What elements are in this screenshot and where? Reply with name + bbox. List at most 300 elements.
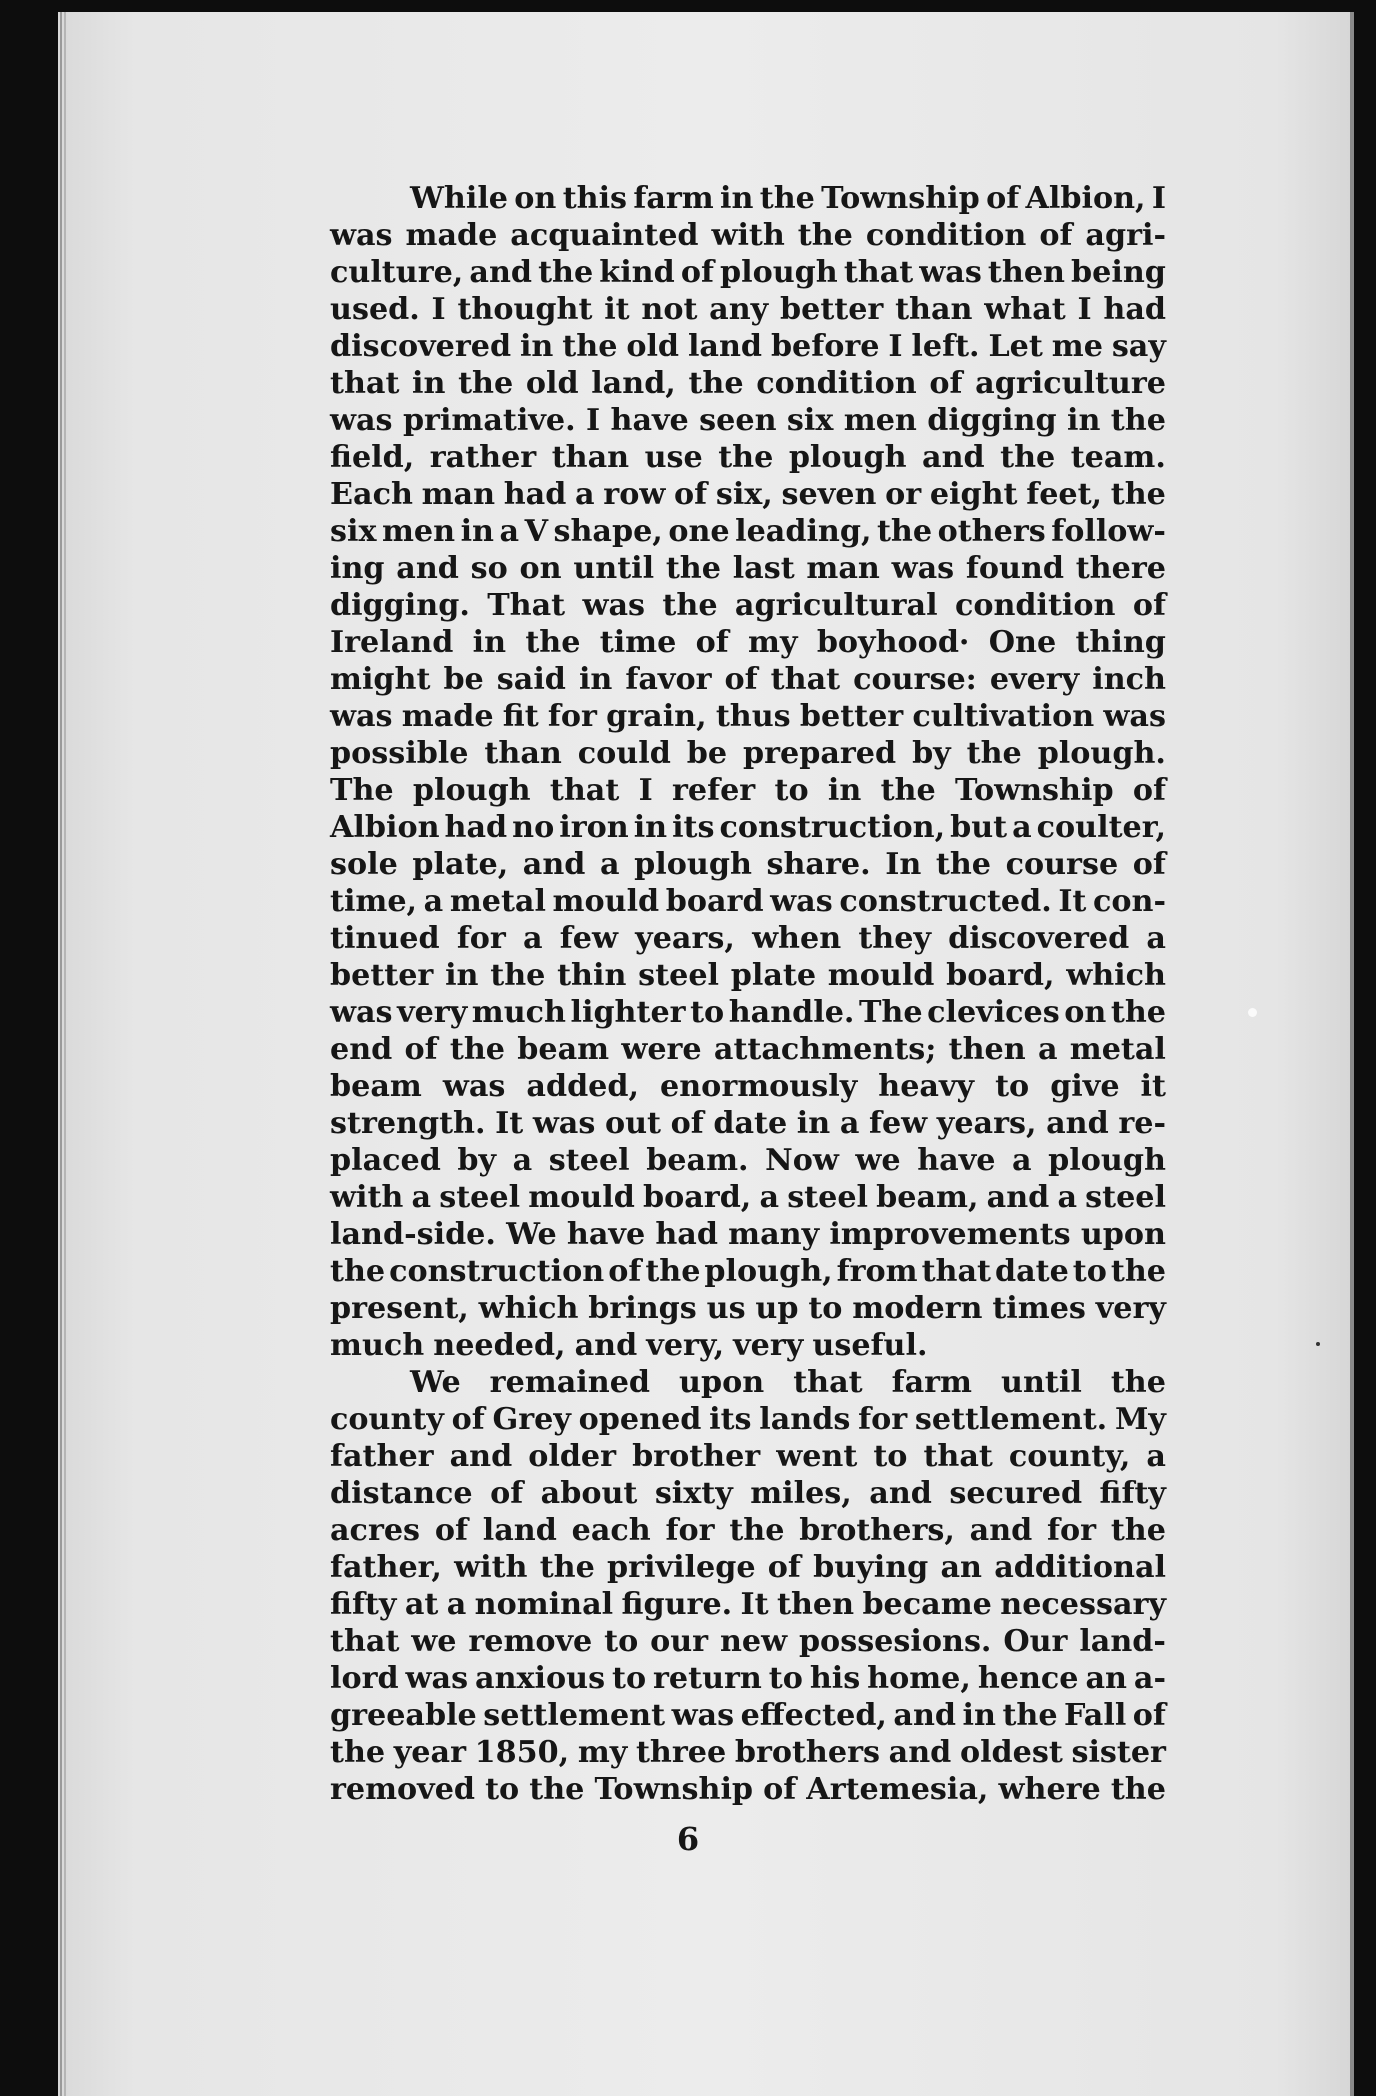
word: modern — [852, 1291, 983, 1326]
text-line — [330, 1438, 1166, 1475]
word: from — [836, 1254, 918, 1289]
word: the — [662, 588, 718, 623]
word: in — [472, 625, 507, 660]
word: of — [404, 1032, 438, 1067]
text-line — [330, 1142, 1166, 1179]
word: farm — [891, 1365, 973, 1400]
text-line — [330, 698, 1166, 735]
word: about — [540, 1476, 638, 1511]
word: beam. — [646, 1143, 749, 1178]
word: construction, — [719, 810, 946, 845]
word: home, — [867, 1661, 971, 1696]
word: refer — [672, 773, 756, 808]
word: fifty — [330, 1587, 397, 1622]
word: year — [393, 1735, 466, 1770]
text-line — [330, 402, 1166, 439]
word: very — [1095, 1291, 1166, 1326]
word: county — [330, 1402, 444, 1437]
word: my — [748, 625, 798, 660]
text-line — [330, 883, 1166, 920]
word: course: — [853, 662, 977, 697]
text-line — [330, 1253, 1166, 1290]
word: plough — [412, 773, 531, 808]
word: grain, — [606, 699, 707, 734]
word: was — [405, 1661, 469, 1696]
word: was — [671, 1698, 735, 1733]
word: to — [774, 773, 809, 808]
word: and — [449, 1439, 513, 1474]
word: old — [525, 366, 579, 401]
word: to — [485, 1772, 520, 1807]
word: before — [770, 329, 880, 364]
word: mould — [528, 1180, 635, 1215]
word: than — [895, 292, 973, 327]
word: time — [599, 625, 677, 660]
word: mould — [827, 958, 935, 993]
text-line — [330, 513, 1166, 550]
word: was — [919, 255, 982, 290]
word: said — [496, 662, 566, 697]
word: in — [578, 662, 613, 697]
word: steel — [439, 1180, 521, 1215]
word: on — [1064, 995, 1107, 1030]
word: and — [522, 847, 586, 882]
word: the — [1002, 1698, 1058, 1733]
word: possible — [330, 736, 469, 771]
text-line — [330, 1475, 1166, 1512]
word: buying — [813, 1550, 929, 1585]
word: Township — [954, 773, 1114, 808]
word: that — [923, 1439, 993, 1474]
word: used. — [330, 292, 420, 327]
word: with — [454, 1550, 528, 1585]
word: was — [1103, 699, 1166, 734]
word: others — [937, 514, 1046, 549]
word: it — [1140, 1069, 1166, 1104]
word: I — [1151, 181, 1166, 216]
word: was — [532, 1106, 596, 1141]
word: Albion, — [1025, 181, 1146, 216]
word: Township — [821, 181, 980, 216]
word: the — [529, 1772, 585, 1807]
text-line — [330, 476, 1166, 513]
word: for — [547, 699, 597, 734]
word: nominal — [474, 1587, 614, 1622]
word: to — [873, 1439, 908, 1474]
word: land — [482, 1513, 557, 1548]
text-line — [330, 1771, 1166, 1808]
word: was — [582, 588, 646, 623]
word: the — [449, 1032, 505, 1067]
word: beam — [330, 1069, 422, 1104]
word: and — [396, 551, 459, 586]
word: in — [962, 1698, 996, 1733]
word: that — [770, 662, 841, 697]
word: lands — [759, 1402, 851, 1437]
word: new — [719, 1624, 788, 1659]
word: the — [458, 366, 514, 401]
word: The — [330, 773, 394, 808]
word: I — [638, 773, 653, 808]
word: sole — [330, 847, 398, 882]
word: anxious — [475, 1661, 606, 1696]
text-line — [330, 1586, 1166, 1623]
word: discovered — [948, 921, 1130, 956]
word: hence — [977, 1661, 1079, 1696]
word: thin — [557, 958, 627, 993]
word: Artemesia, — [806, 1772, 989, 1807]
word: It — [740, 1587, 769, 1622]
word: con- — [1092, 884, 1166, 919]
word: of — [490, 1476, 524, 1511]
word: by — [457, 1143, 497, 1178]
word: oldest — [959, 1735, 1063, 1770]
word: additional — [994, 1550, 1166, 1585]
word: settlement — [483, 1698, 666, 1733]
word: us — [706, 1291, 746, 1326]
word: effected, — [740, 1698, 887, 1733]
word: might — [330, 662, 431, 697]
word: had — [503, 477, 567, 512]
text-line — [330, 1031, 1166, 1068]
word: I — [585, 403, 601, 438]
word: the — [935, 847, 991, 882]
word: out — [604, 1106, 661, 1141]
word: a — [575, 477, 595, 512]
word: the — [797, 218, 853, 253]
word: return — [653, 1661, 762, 1696]
word: thought — [457, 292, 593, 327]
word: plough — [720, 255, 838, 290]
word: of — [724, 662, 758, 697]
word: that — [330, 366, 400, 401]
word: better — [799, 699, 904, 734]
word: times — [992, 1291, 1086, 1326]
word: land, — [591, 366, 676, 401]
word: the — [1110, 1513, 1166, 1548]
word: to — [808, 1291, 843, 1326]
word: share. — [766, 847, 871, 882]
word: brother — [632, 1439, 761, 1474]
word: field, — [330, 440, 415, 475]
word: of — [680, 255, 714, 290]
word: heavy — [878, 1069, 975, 1104]
word: board, — [642, 1180, 752, 1215]
word: became — [862, 1587, 992, 1622]
word: beam — [517, 1032, 610, 1067]
word: condition — [865, 218, 1027, 253]
word: the — [539, 1550, 595, 1585]
word: of — [608, 1254, 642, 1289]
word: that — [843, 255, 914, 290]
word: in — [460, 514, 494, 549]
word: team. — [1070, 440, 1166, 475]
word: much — [330, 1328, 425, 1363]
word: could — [577, 736, 671, 771]
word: to — [612, 1661, 647, 1696]
word: figure. — [621, 1587, 733, 1622]
word: I — [431, 292, 446, 327]
word: have — [566, 1217, 646, 1252]
word: steel — [787, 1180, 869, 1215]
word: to — [768, 1661, 803, 1696]
word: our — [650, 1624, 709, 1659]
text-line — [330, 1290, 1166, 1327]
word: of — [674, 477, 708, 512]
word: farm — [633, 181, 714, 216]
text-line — [330, 846, 1166, 883]
word: a — [1146, 1439, 1166, 1474]
word: there — [1075, 551, 1166, 586]
word: was — [330, 699, 393, 734]
word: Ireland — [330, 625, 454, 660]
word: its — [672, 810, 715, 845]
word: a — [839, 1106, 860, 1141]
word: and — [869, 1476, 932, 1511]
word: no — [512, 810, 555, 845]
word: that — [549, 773, 620, 808]
word: discovered — [330, 329, 512, 364]
word: coulter, — [1036, 810, 1166, 845]
word: seven — [781, 477, 877, 512]
text-line — [330, 1105, 1166, 1142]
text-line — [330, 1327, 1166, 1364]
text-line — [330, 809, 1166, 846]
word: needed, — [433, 1328, 566, 1363]
word: fit — [502, 699, 539, 734]
word: V — [524, 514, 548, 549]
word: that — [793, 1365, 863, 1400]
word: the — [966, 736, 1022, 771]
word: use — [644, 440, 703, 475]
word: plough — [1048, 1143, 1166, 1178]
word: date — [713, 1106, 788, 1141]
word: three — [635, 1735, 727, 1770]
word: in — [796, 1106, 831, 1141]
word: boyhood· — [816, 625, 970, 660]
word: an — [940, 1550, 982, 1585]
word: where — [998, 1772, 1101, 1807]
word: a — [759, 1180, 780, 1215]
text-line — [330, 550, 1166, 587]
word: steel — [638, 958, 719, 993]
word: when — [752, 921, 842, 956]
word: and — [469, 255, 533, 290]
word: date — [994, 1254, 1069, 1289]
word: possesions. — [798, 1624, 992, 1659]
word: thing — [1075, 625, 1166, 660]
text-line — [330, 439, 1166, 476]
word: with — [330, 1180, 404, 1215]
word: in — [1066, 403, 1101, 438]
word: land — [687, 329, 763, 364]
text-line — [330, 1179, 1166, 1216]
spine-line — [64, 12, 66, 2096]
text-line — [330, 217, 1166, 254]
word: left. — [911, 329, 980, 364]
word: eight — [929, 477, 1018, 512]
word: metal — [449, 884, 546, 919]
word: years, — [936, 1106, 1037, 1141]
word: for — [858, 1402, 908, 1437]
word: to — [604, 1624, 639, 1659]
word: condition — [756, 366, 917, 401]
word: I — [1077, 292, 1092, 327]
word: a — [411, 1180, 432, 1215]
word: While — [410, 181, 508, 216]
word: iron — [559, 810, 629, 845]
word: the — [1000, 440, 1056, 475]
word: the — [525, 625, 581, 660]
word: kind — [599, 255, 675, 290]
word: and — [574, 1328, 638, 1363]
word: last — [732, 551, 795, 586]
word: digging — [927, 403, 1057, 438]
word: a — [1057, 1180, 1077, 1215]
word: Grey — [492, 1402, 571, 1437]
word: 1850, — [474, 1735, 570, 1770]
word: for — [456, 921, 506, 956]
text-line — [330, 291, 1166, 328]
word: of — [451, 1402, 485, 1437]
word: leading, — [735, 514, 872, 549]
word: the — [330, 1735, 386, 1770]
word: men — [843, 403, 917, 438]
word: me — [1051, 329, 1103, 364]
word: better — [780, 292, 884, 327]
page-number: 6 — [676, 1820, 700, 1858]
word: We — [506, 1217, 557, 1252]
word: of — [1132, 588, 1166, 623]
word: a — [512, 1143, 533, 1178]
word: the — [1110, 1772, 1166, 1807]
word: very, — [646, 1328, 725, 1363]
word: enormously — [660, 1069, 858, 1104]
word: father — [330, 1439, 434, 1474]
word: father, — [330, 1550, 442, 1585]
word: metal — [1069, 1032, 1166, 1067]
word: end — [330, 1032, 393, 1067]
word: agri- — [1085, 218, 1166, 253]
word: time, — [330, 884, 418, 919]
word: thus — [715, 699, 791, 734]
word: steel — [1085, 1180, 1166, 1215]
text-line — [330, 957, 1166, 994]
word: agricultural — [734, 588, 938, 623]
word: Now — [765, 1143, 839, 1178]
word: the — [490, 958, 546, 993]
word: sister — [1071, 1735, 1166, 1770]
word: distance — [330, 1476, 473, 1511]
word: privilege — [607, 1550, 756, 1585]
word: better — [330, 958, 434, 993]
word: each — [571, 1513, 651, 1548]
word: of — [695, 625, 729, 660]
word: acres — [330, 1513, 421, 1548]
word: remained — [489, 1365, 651, 1400]
word: had — [1103, 292, 1166, 327]
word: in — [445, 958, 479, 993]
word: removed — [330, 1772, 476, 1807]
word: so — [470, 551, 508, 586]
word: be — [686, 736, 728, 771]
word: in — [827, 773, 862, 808]
word: beam, — [876, 1180, 979, 1215]
word: remove — [468, 1624, 593, 1659]
word: acquainted — [510, 218, 699, 253]
word: I — [888, 329, 903, 364]
word: we — [411, 1624, 457, 1659]
word: plate, — [412, 847, 509, 882]
word: we — [855, 1143, 901, 1178]
word: was — [330, 218, 393, 253]
word: Fall — [1064, 1698, 1127, 1733]
word: years, — [635, 921, 735, 956]
word: the — [688, 366, 744, 401]
word: that — [330, 1624, 400, 1659]
word: its — [709, 1402, 752, 1437]
text-line — [330, 1623, 1166, 1660]
text-line — [330, 920, 1166, 957]
word: board, — [946, 958, 1055, 993]
word: plough — [788, 440, 907, 475]
word: in — [633, 810, 668, 845]
spine-line — [60, 12, 62, 2096]
word: favor — [625, 662, 712, 697]
word: lord — [330, 1661, 399, 1696]
word: be — [443, 662, 484, 697]
word: a — [523, 921, 543, 956]
word: One — [988, 625, 1057, 660]
word: old — [626, 329, 680, 364]
word: was — [770, 884, 833, 919]
word: Albion — [330, 810, 440, 845]
word: in — [720, 181, 754, 216]
word: feet, — [1026, 477, 1103, 512]
body-text — [330, 180, 1166, 1808]
word: made — [401, 699, 494, 734]
word: of — [1039, 218, 1073, 253]
word: the — [562, 329, 618, 364]
word: cultivation — [912, 699, 1095, 734]
word: and — [922, 440, 985, 475]
word: construction — [389, 1254, 605, 1289]
word: a — [1037, 1032, 1058, 1067]
word: six, — [715, 477, 773, 512]
word: steel — [548, 1143, 630, 1178]
word: and — [986, 1180, 1050, 1215]
word: and — [893, 1698, 957, 1733]
word: of — [763, 1772, 797, 1807]
paper-speck — [1316, 1342, 1320, 1346]
word: of — [1132, 1698, 1166, 1733]
word: a — [1012, 810, 1032, 845]
word: board — [665, 884, 764, 919]
word: tinued — [330, 921, 440, 956]
word: my — [577, 1735, 628, 1770]
word: but — [950, 810, 1008, 845]
word: six — [330, 514, 377, 549]
word: say — [1111, 329, 1166, 364]
word: of — [1132, 773, 1166, 808]
word: than — [551, 440, 630, 475]
text-line — [330, 994, 1166, 1031]
word: culture, — [330, 255, 464, 290]
word: a — [1012, 1143, 1032, 1178]
word: added, — [526, 1069, 640, 1104]
word: fifty — [1099, 1476, 1166, 1511]
word: to — [995, 1069, 1030, 1104]
